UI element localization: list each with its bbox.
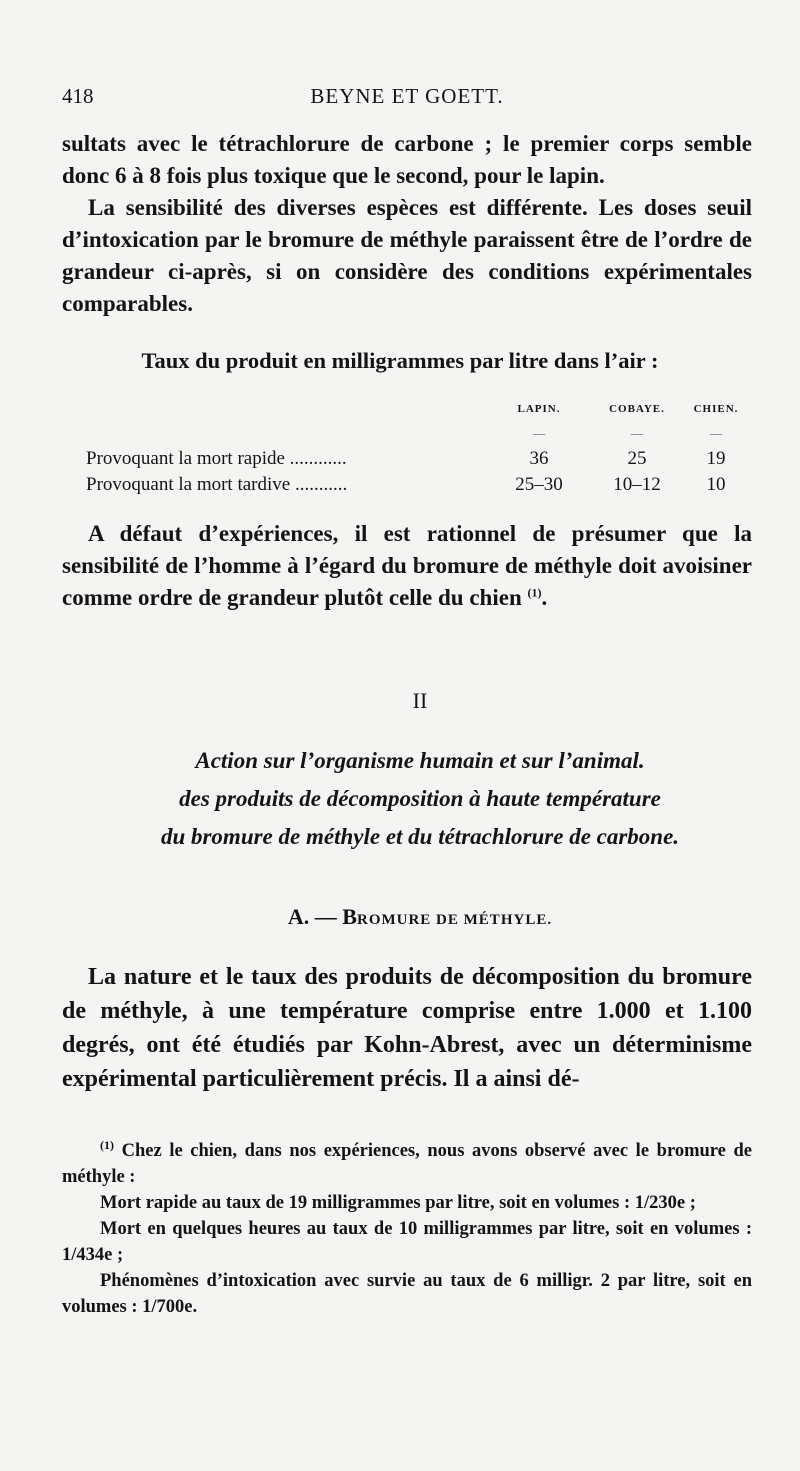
dash: — [533,425,545,440]
table-row [86,472,746,498]
cell-lapin: 25–30 [515,474,563,495]
dash: — [631,425,643,440]
cell-lapin: 36 [529,448,549,469]
paragraph-decomposition: La nature et le taux des produits de décomposition du bromure de méthyle, à une température comprise entre 1.000 et 1.100 degrés, ont été étudiés par Kohn-Abrest, avec un déterminisme expérimental particulièrement précis. Il a ainsi dé- [62,964,752,1092]
footnote-line: Phénomènes d’intoxication avec survie au taux de 6 milligr. 2 par litre, soit en volumes : 1/700e. [62,1271,752,1317]
table-header-blank [86,398,490,420]
section-number: II [412,688,428,713]
table-row [86,446,746,472]
section-title [0,742,800,856]
paragraph-block-1 [62,128,752,320]
table-header-cobaye: COBAYE. [609,403,665,415]
section-title-line: Action sur l’organisme humain et sur l’animal. [195,748,645,773]
footnote-reference: (1) [527,585,542,600]
dash: — [710,425,722,440]
table-header-row [86,398,746,420]
section-title-line: des produits de décomposition à haute température [179,786,661,811]
cell-cobaye: 25 [627,448,647,469]
running-title: BEYNE ET GOETT. [310,84,504,108]
section-title-line: du bromure de méthyle et du tétrachlorure de carbone. [160,824,680,849]
table-header-lapin: LAPIN. [517,403,561,415]
table-header-chien: CHIEN. [693,403,739,415]
cell-chien: 19 [706,448,726,469]
footnotes [62,1138,752,1320]
row-label: Provoquant la mort tardive ........... [86,474,348,495]
page-header [62,84,752,118]
dose-table [86,398,746,498]
paragraph-continuation: sultats avec le tétrachlorure de carbone ; le premier corps semble donc 6 à 8 fois plus toxique que le second, pour le lapin. [62,131,752,188]
paragraph-sensitivity: La sensibilité des diverses espèces est différente. Les doses seuil d’intoxication par le bromure de méthyle paraissent être de l’ordre de grandeur ci-après, si on considère des conditions expérimentales comparables. [62,195,752,316]
table-intro: Taux du produit en milligrammes par litre dans l’air : [141,348,659,373]
footnote-intro: $^{(1)}$ Chez le chien, dans nos expériences, nous avons observé avec le bromure de méthyle : [62,1137,752,1187]
subsection-heading: A. — BROMURE DE MÉTHYLE. [287,904,553,929]
footnote-marker: (1) [100,1137,114,1152]
cell-cobaye: 10–12 [613,474,661,495]
row-label: Provoquant la mort rapide ............ [86,448,347,469]
cell-chien: 10 [706,474,726,495]
footnote-line: Mort rapide au taux de 19 milligrammes par litre, soit en volumes : 1/230e ; [100,1193,696,1213]
page-number: 418 [62,84,94,108]
footnote-line: Mort en quelques heures au taux de 10 milligrammes par litre, soit en volumes : 1/434e ; [62,1219,752,1265]
paragraph-human-sensitivity: A défaut d’expériences, il est rationnel de présumer que la sensibilité de l’homme à l’égard du bromure de méthyle doit avoisiner comme ordre de grandeur plutôt celle du chien $^{(1)}$. [62,521,752,610]
table-dash-row [86,420,746,446]
